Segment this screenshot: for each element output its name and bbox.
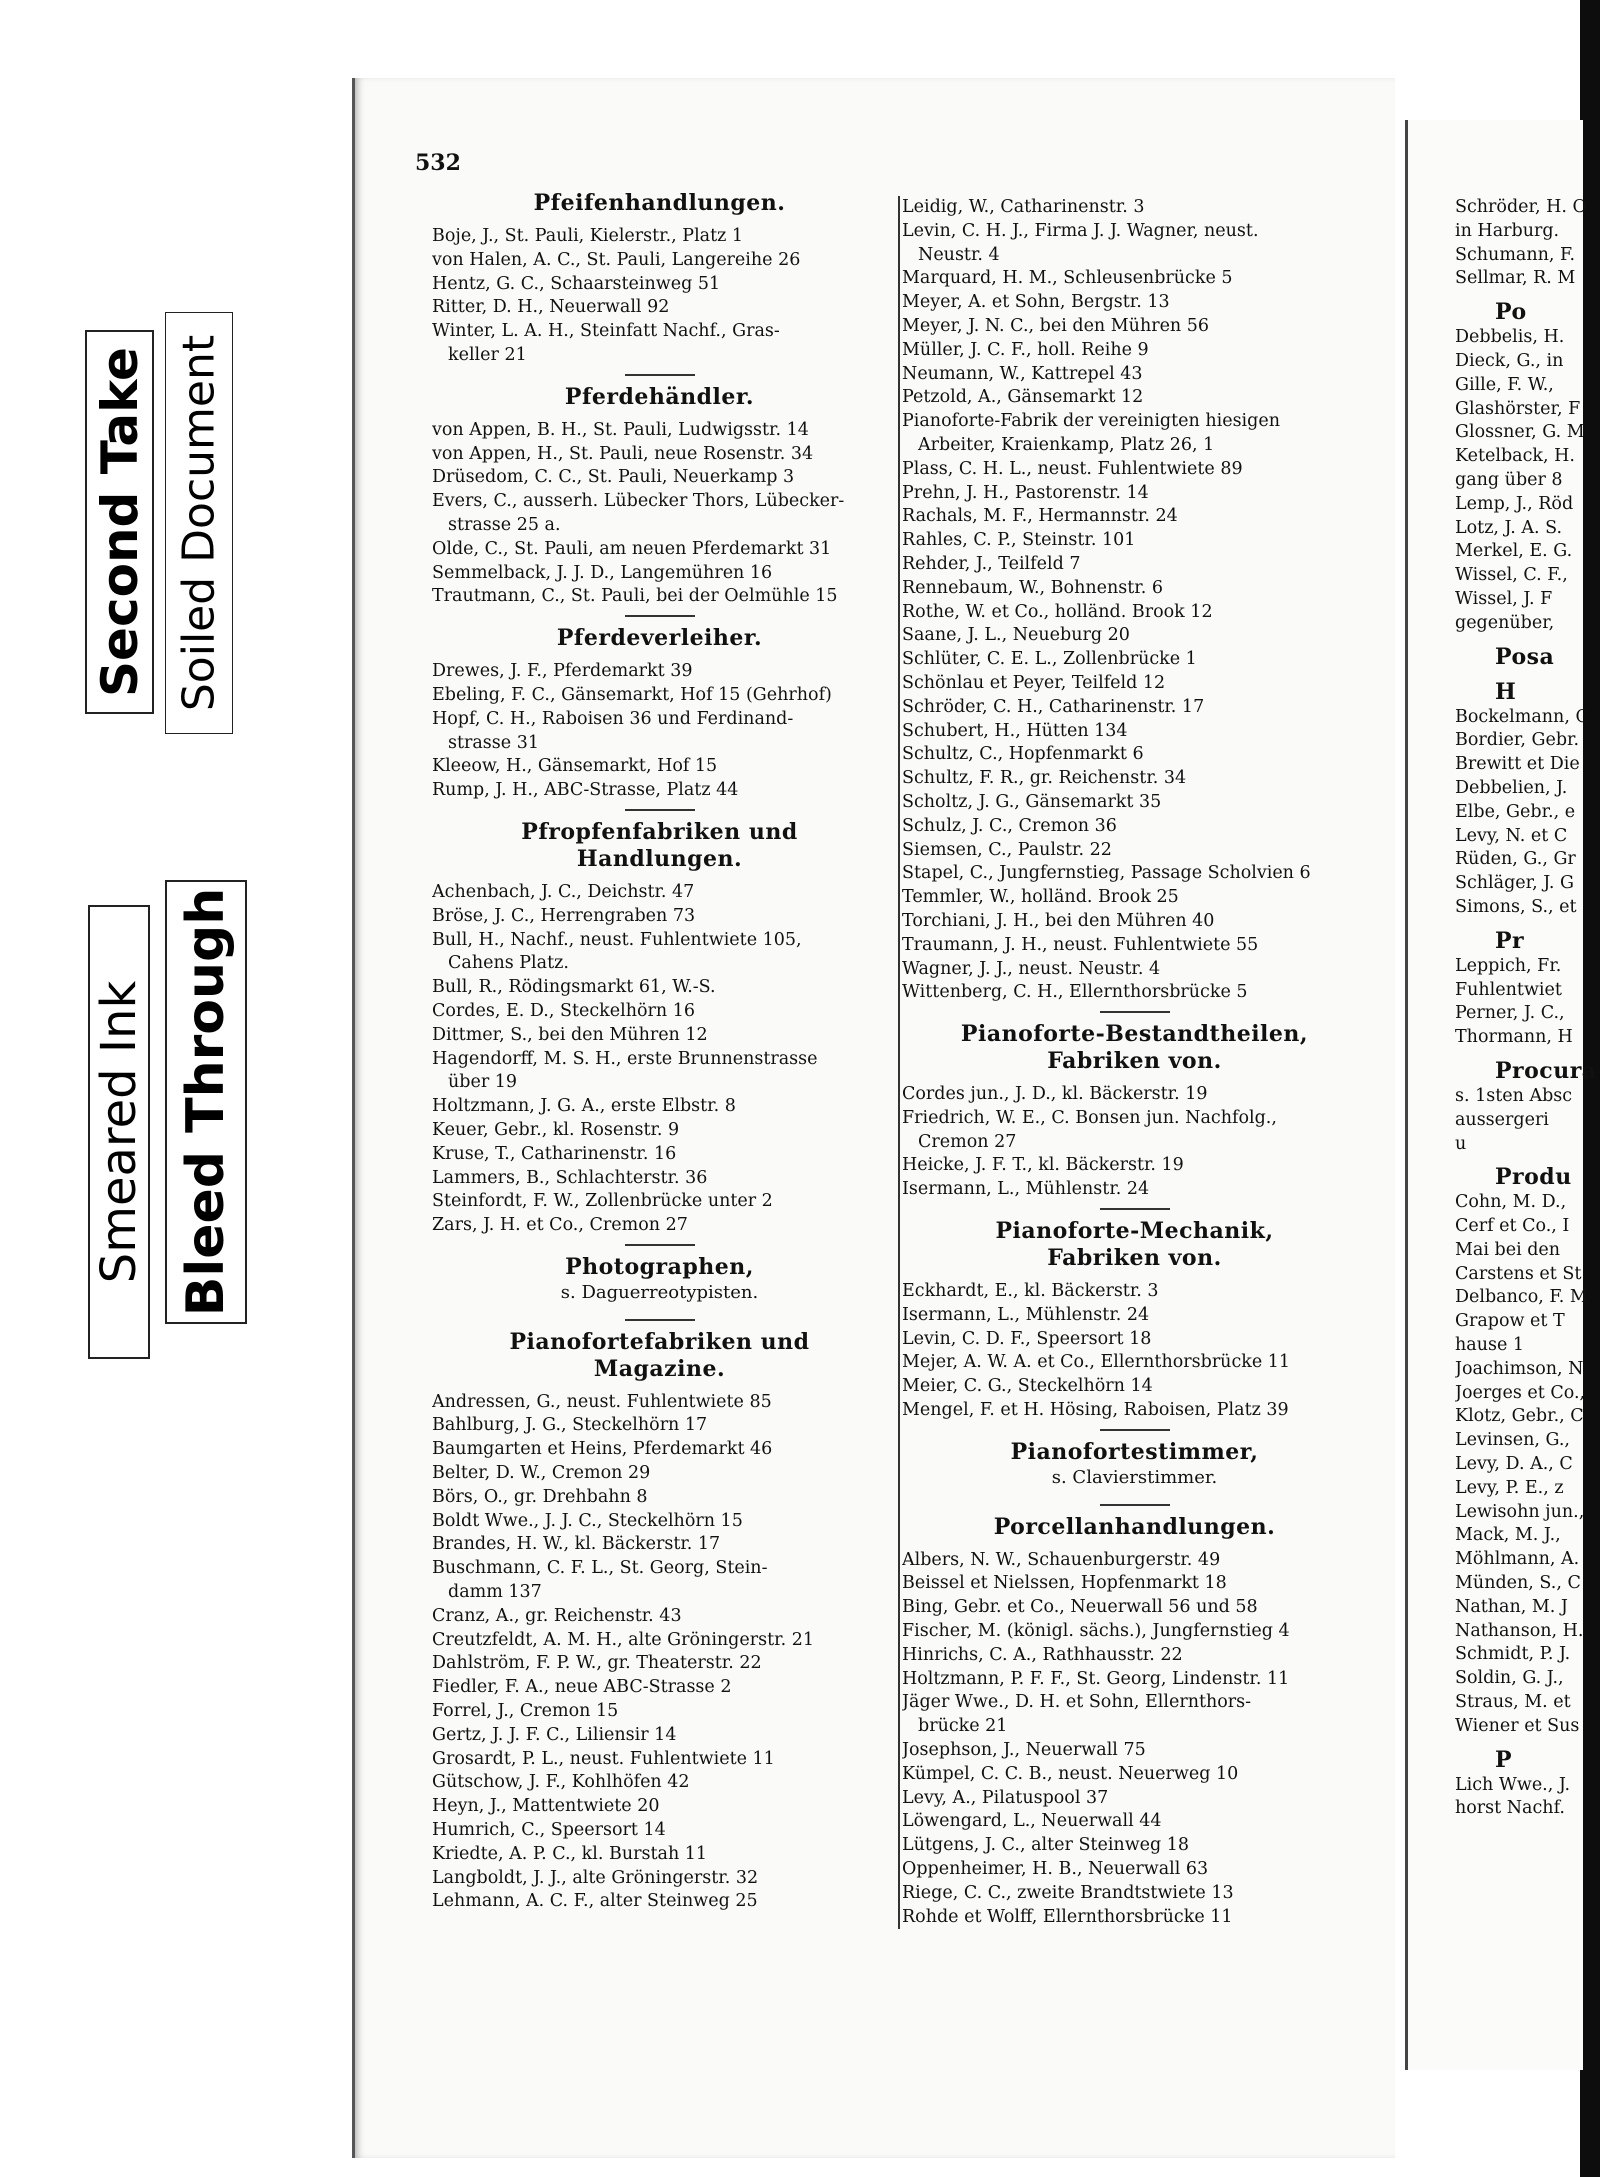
section-heading: Pfeifenhandlungen. xyxy=(533,190,786,216)
directory-entry: Levin, C. H. J., Firma J. J. Wagner, neust. xyxy=(902,220,1259,241)
directory-entry: Perner, J. C., xyxy=(1455,1003,1565,1024)
directory-entry: Drewes, J. F., Pferdemarkt 39 xyxy=(432,661,693,682)
directory-entry: Rothe, W. et Co., holländ. Brook 12 xyxy=(902,601,1213,622)
directory-entry: Levy, A., Pilatuspool 37 xyxy=(902,1787,1109,1808)
directory-entry: Levy, D. A., C xyxy=(1455,1454,1573,1475)
directory-entry: Rüden, G., Gr xyxy=(1455,849,1576,870)
page-number: 532 xyxy=(415,150,461,176)
directory-entry: von Appen, B. H., St. Pauli, Ludwigsstr. 14 xyxy=(432,419,809,440)
directory-entry: Kruse, T., Catharinenstr. 16 xyxy=(432,1143,677,1164)
directory-entry: Baumgarten et Heins, Pferdemarkt 46 xyxy=(432,1439,773,1460)
directory-entry: Kümpel, C. C. B., neust. Neuerweg 10 xyxy=(902,1763,1239,1784)
section-gap xyxy=(1455,1739,1600,1747)
directory-entry: Börs, O., gr. Drehbahn 8 xyxy=(432,1486,648,1507)
directory-entry: Levy, N. et C xyxy=(1455,825,1568,846)
directory-entry: Münden, S., C xyxy=(1455,1573,1581,1594)
directory-entry: Müller, J. C. F., holl. Reihe 9 xyxy=(902,339,1149,360)
section-divider xyxy=(625,374,695,376)
directory-entry-continued: Arbeiter, Kraienkamp, Platz 26, 1 xyxy=(918,434,1215,455)
directory-entry: Carstens et St xyxy=(1455,1263,1582,1284)
directory-entry: Kleeow, H., Gänsemarkt, Hof 15 xyxy=(432,756,718,777)
directory-entry: Wagner, J. J., neust. Neustr. 4 xyxy=(902,958,1161,979)
directory-entry: Debbelien, J. xyxy=(1455,777,1568,798)
directory-entry: Cranz, A., gr. Reichenstr. 43 xyxy=(432,1605,682,1626)
section-gap xyxy=(1455,1156,1600,1164)
directory-entry: Trautmann, C., St. Pauli, bei der Oelmühle 15 xyxy=(432,586,838,607)
directory-entry: Schönlau et Peyer, Teilfeld 12 xyxy=(902,672,1166,693)
section-heading-continued: Magazine. xyxy=(593,1355,726,1382)
directory-entry: Nathanson, H. xyxy=(1455,1620,1584,1641)
directory-entry: Traumann, J. H., neust. Fuhlentwiete 55 xyxy=(902,934,1259,955)
directory-entry: Evers, C., ausserh. Lübecker Thors, Lübecker- xyxy=(432,491,845,512)
section-divider xyxy=(625,1244,695,1246)
directory-entry: Albers, N. W., Schauenburgerstr. 49 xyxy=(902,1549,1221,1570)
directory-entry: Fiedler, F. A., neue ABC-Strasse 2 xyxy=(432,1677,732,1698)
directory-entry: Cordes, E. D., Steckelhörn 16 xyxy=(432,1000,695,1021)
directory-entry: Riege, C. C., zweite Brandtstwiete 13 xyxy=(902,1882,1234,1903)
directory-entry: Boje, J., St. Pauli, Kielerstr., Platz 1 xyxy=(432,226,744,246)
directory-entry: Mai bei den xyxy=(1455,1239,1561,1260)
directory-entry: Ebeling, F. C., Gänsemarkt, Hof 15 (Gehrhof) xyxy=(432,684,832,705)
directory-entry: Bordier, Gebr. xyxy=(1455,730,1580,751)
directory-entry: Belter, D. W., Cremon 29 xyxy=(432,1463,651,1484)
section-heading: P xyxy=(1495,1746,1513,1773)
directory-entry: Stapel, C., Jungfernstieg, Passage Scholvien 6 xyxy=(902,863,1311,884)
directory-entry: Schröder, H. O xyxy=(1455,197,1587,217)
section-divider xyxy=(625,809,695,811)
directory-entry: Josephson, J., Neuerwall 75 xyxy=(902,1740,1146,1761)
directory-entry: Meier, C. G., Steckelhörn 14 xyxy=(902,1376,1153,1397)
directory-entry: Bröse, J. C., Herrengraben 73 xyxy=(432,905,696,926)
directory-entry: Olde, C., St. Pauli, am neuen Pferdemarkt 31 xyxy=(432,538,832,559)
directory-entry: Grosardt, P. L., neust. Fuhlentwiete 11 xyxy=(432,1748,775,1769)
directory-entry: Jäger Wwe., D. H. et Sohn, Ellernthors- xyxy=(902,1692,1252,1713)
directory-entry: Schulz, J. C., Cremon 36 xyxy=(902,815,1117,836)
section-heading: Posa xyxy=(1495,643,1555,670)
directory-entry: Lotz, J. A. S. xyxy=(1455,517,1563,538)
directory-entry: Dittmer, S., bei den Mühren 12 xyxy=(432,1024,708,1045)
directory-entry: Kriedte, A. P. C., kl. Burstah 11 xyxy=(432,1843,708,1864)
directory-entry: Lewisohn jun., xyxy=(1455,1501,1585,1522)
directory-entry: Gütschow, J. F., Kohlhöfen 42 xyxy=(432,1772,690,1793)
directory-entry: Scholtz, J. G., Gänsemarkt 35 xyxy=(902,791,1162,812)
section-heading: Pferdehändler. xyxy=(564,383,755,410)
section-heading: Pfropfenfabriken und xyxy=(521,818,798,845)
tag-bleed-through-label: Bleed Through xyxy=(176,887,236,1317)
section-heading: Procura xyxy=(1495,1057,1597,1084)
directory-entry: Levinsen, G., xyxy=(1455,1430,1570,1451)
directory-entry: Rump, J. H., ABC-Strasse, Platz 44 xyxy=(432,780,739,801)
tag-soiled-document-label: Soiled Document xyxy=(173,334,225,712)
directory-entry: Cerf et Co., I xyxy=(1455,1216,1570,1237)
directory-entry: Lich Wwe., J. xyxy=(1455,1774,1571,1795)
directory-entry: Lütgens, J. C., alter Steinweg 18 xyxy=(902,1835,1190,1856)
directory-entry: Rennebaum, W., Bohnenstr. 6 xyxy=(902,577,1163,598)
directory-entry: Leppich, Fr. xyxy=(1455,955,1562,976)
directory-entry: Heicke, J. F. T., kl. Bäckerstr. 19 xyxy=(902,1155,1184,1176)
directory-entry: Lemp, J., Röd xyxy=(1455,493,1574,514)
directory-entry: Schumann, F. xyxy=(1455,244,1576,265)
directory-entry: gegenüber, xyxy=(1455,612,1555,633)
section-heading-continued: Fabriken von. xyxy=(1047,1048,1222,1075)
directory-entry: Hagendorff, M. S. H., erste Brunnenstrasse xyxy=(432,1048,818,1069)
tag-second-take xyxy=(85,330,154,714)
directory-entry: Eckhardt, E., kl. Bäckerstr. 3 xyxy=(902,1281,1159,1302)
directory-entry: Rahles, C. P., Steinstr. 101 xyxy=(902,530,1136,551)
directory-entry: Thormann, H xyxy=(1455,1027,1573,1048)
section-gap xyxy=(1455,291,1600,299)
directory-entry: Schultz, F. R., gr. Reichenstr. 34 xyxy=(902,768,1187,789)
directory-entry: Torchiani, J. H., bei den Mühren 40 xyxy=(902,910,1215,931)
section-heading: Pianoforte-Bestandtheilen, xyxy=(960,1021,1309,1048)
directory-entry: Friedrich, W. E., C. Bonsen jun. Nachfolg., xyxy=(902,1107,1277,1128)
section-cross-reference: s. Clavierstimmer. xyxy=(1051,1466,1218,1488)
directory-entry: Brandes, H. W., kl. Bäckerstr. 17 xyxy=(432,1534,721,1555)
section-heading: Pferdeverleiher. xyxy=(556,625,763,652)
directory-entry: Cohn, M. D., xyxy=(1455,1192,1567,1213)
section-heading: H xyxy=(1495,678,1517,705)
directory-entry: Fischer, M. (königl. sächs.), Jungfernstieg 4 xyxy=(902,1621,1290,1642)
directory-entry: Wissel, J. F xyxy=(1455,588,1553,609)
directory-entry: Glashörster, F xyxy=(1455,398,1581,419)
directory-entry: Marquard, H. M., Schleusenbrücke 5 xyxy=(902,268,1233,289)
section-gap xyxy=(432,1383,887,1391)
section-gap xyxy=(1455,1050,1600,1058)
directory-entry: Straus, M. et xyxy=(1455,1692,1571,1713)
section-heading: Pr xyxy=(1495,927,1525,954)
directory-entry-continued: Cremon 27 xyxy=(918,1131,1017,1152)
directory-entry: Schröder, C. H., Catharinenstr. 17 xyxy=(902,696,1205,717)
tag-smeared-ink xyxy=(88,905,150,1359)
directory-entry: Klotz, Gebr., C xyxy=(1455,1406,1584,1427)
column-2 xyxy=(898,196,1367,1929)
directory-entry: Schubert, H., Hütten 134 xyxy=(902,720,1128,741)
directory-entry: Wiener et Sus xyxy=(1455,1715,1580,1736)
directory-entry: Lammers, B., Schlachterstr. 36 xyxy=(432,1167,708,1188)
directory-entry: Hinrichs, C. A., Rathhausstr. 22 xyxy=(902,1644,1183,1665)
directory-entry: Debbelis, H. xyxy=(1455,327,1565,348)
directory-entry: Rachals, M. F., Hermannstr. 24 xyxy=(902,506,1178,527)
directory-entry: Levy, P. E., z xyxy=(1455,1477,1564,1498)
directory-entry: Rohde et Wolff, Ellernthorsbrücke 11 xyxy=(902,1906,1233,1927)
directory-entry: Forrel, J., Cremon 15 xyxy=(432,1701,619,1722)
directory-entry: Schultz, C., Hopfenmarkt 6 xyxy=(902,744,1144,765)
directory-entry-continued: strasse 25 a. xyxy=(448,514,561,535)
section-divider xyxy=(1100,1208,1170,1210)
directory-entry: Möhlmann, A. xyxy=(1455,1549,1580,1570)
directory-entry: von Halen, A. C., St. Pauli, Langereihe 26 xyxy=(432,249,801,270)
directory-entry: Glossner, G. M xyxy=(1455,422,1585,443)
directory-entry: Buschmann, C. F. L., St. Georg, Stein- xyxy=(432,1558,768,1579)
tag-second-take-label: Second Take xyxy=(90,347,149,697)
section-gap xyxy=(432,652,887,660)
directory-entry: Mejer, A. W. A. et Co., Ellernthorsbrücke 11 xyxy=(902,1352,1291,1373)
directory-entry: Meyer, A. et Sohn, Bergstr. 13 xyxy=(902,292,1170,313)
directory-entry-continued: Neustr. 4 xyxy=(918,244,1000,265)
directory-entry: Langboldt, J. J., alte Gröningerstr. 32 xyxy=(432,1867,759,1888)
directory-entry: Joachimson, N xyxy=(1455,1358,1584,1379)
directory-entry: gang über 8 xyxy=(1455,469,1563,490)
section-divider xyxy=(1100,1011,1170,1013)
directory-entry: Heyn, J., Mattentwiete 20 xyxy=(432,1796,660,1817)
section-gap xyxy=(902,1272,1367,1280)
directory-entry: Ritter, D. H., Neuerwall 92 xyxy=(432,297,670,318)
directory-entry: Isermann, L., Mühlenstr. 24 xyxy=(902,1179,1150,1200)
directory-entry: Schläger, J. G xyxy=(1455,873,1574,894)
directory-entry: Creutzfeldt, A. M. H., alte Gröningerstr. 21 xyxy=(432,1629,814,1650)
directory-entry: von Appen, H., St. Pauli, neue Rosenstr. 34 xyxy=(432,443,814,464)
directory-entry: Bing, Gebr. et Co., Neuerwall 56 und 58 xyxy=(902,1597,1258,1618)
section-heading: Pianofortestimmer, xyxy=(1010,1438,1259,1465)
directory-entry: Leidig, W., Catharinenstr. 3 xyxy=(902,197,1145,217)
directory-entry: Petzold, A., Gänsemarkt 12 xyxy=(902,387,1144,408)
directory-entry: Bahlburg, J. G., Steckelhörn 17 xyxy=(432,1415,708,1436)
directory-entry: in Harburg. xyxy=(1455,220,1560,241)
directory-entry: Zars, J. H. et Co., Cremon 27 xyxy=(432,1215,688,1236)
directory-entry: Lehmann, A. C. F., alter Steinweg 25 xyxy=(432,1891,758,1912)
directory-entry: hause 1 xyxy=(1455,1335,1525,1356)
directory-entry: Schmidt, P. J. xyxy=(1455,1644,1571,1665)
section-gap xyxy=(1455,636,1600,644)
section-gap xyxy=(1455,671,1600,679)
section-heading: Produ xyxy=(1495,1164,1572,1191)
section-gap xyxy=(902,1490,1367,1498)
directory-entry: Hentz, G. C., Schaarsteinweg 51 xyxy=(432,273,721,294)
directory-entry: Levin, C. D. F., Speersort 18 xyxy=(902,1328,1152,1349)
directory-entry: Löwengard, L., Neuerwall 44 xyxy=(902,1811,1162,1832)
directory-entry: Temmler, W., holländ. Brook 25 xyxy=(902,887,1179,908)
directory-entry: Andressen, G., neust. Fuhlentwiete 85 xyxy=(432,1391,772,1412)
directory-entry: Rehder, J., Teilfeld 7 xyxy=(902,553,1081,574)
directory-entry: Elbe, Gebr., e xyxy=(1455,801,1576,822)
directory-entry: Plass, C. H. L., neust. Fuhlentwiete 89 xyxy=(902,458,1243,479)
section-divider xyxy=(625,1319,695,1321)
section-gap xyxy=(432,217,887,225)
directory-entry-continued: über 19 xyxy=(448,1072,518,1093)
directory-entry: Cordes jun., J. D., kl. Bäckerstr. 19 xyxy=(902,1084,1208,1105)
directory-entry-continued: Cahens Platz. xyxy=(448,953,569,974)
directory-entry: Simons, S., et xyxy=(1455,896,1577,917)
directory-entry: Humrich, C., Speersort 14 xyxy=(432,1820,666,1841)
directory-entry: Dahlström, F. P. W., gr. Theaterstr. 22 xyxy=(432,1653,762,1674)
directory-entry: Mack, M. J., xyxy=(1455,1525,1561,1546)
section-gap xyxy=(1455,920,1600,928)
directory-entry: Prehn, J. H., Pastorenstr. 14 xyxy=(902,482,1149,503)
tag-bleed-through xyxy=(165,880,247,1324)
directory-entry-continued: keller 21 xyxy=(448,344,527,365)
directory-entry: Wissel, C. F., xyxy=(1455,565,1568,586)
directory-entry: Soldin, G. J., xyxy=(1455,1668,1564,1689)
tag-smeared-ink-label: Smeared Ink xyxy=(91,980,147,1284)
directory-entry: Joerges et Co., xyxy=(1455,1382,1586,1403)
column-3 xyxy=(1455,196,1600,1821)
section-gap xyxy=(432,1305,887,1313)
directory-entry: Wittenberg, C. H., Ellernthorsbrücke 5 xyxy=(902,982,1248,1003)
directory-entry: Boldt Wwe., J. J. C., Steckelhörn 15 xyxy=(432,1510,743,1531)
section-divider xyxy=(625,615,695,617)
section-gap xyxy=(902,1541,1367,1549)
section-heading: Photographen, xyxy=(565,1253,754,1280)
directory-entry: s. 1sten Absc xyxy=(1455,1085,1573,1106)
directory-entry: Semmelback, J. J. D., Langemühren 16 xyxy=(432,562,773,583)
directory-entry: Bockelmann, C xyxy=(1455,706,1589,727)
directory-entry-continued: strasse 31 xyxy=(448,732,539,753)
directory-entry: Mengel, F. et H. Hösing, Raboisen, Platz 39 xyxy=(902,1400,1289,1421)
directory-entry-continued: damm 137 xyxy=(448,1582,542,1603)
section-cross-reference: s. Daguerreotypisten. xyxy=(560,1281,759,1303)
directory-entry: Achenbach, J. C., Deichstr. 47 xyxy=(432,881,695,902)
section-heading: Po xyxy=(1495,299,1527,326)
directory-entry: Hopf, C. H., Raboisen 36 und Ferdinand- xyxy=(432,708,794,729)
directory-entry: Siemsen, C., Paulstr. 22 xyxy=(902,839,1112,860)
directory-entry: Bull, H., Nachf., neust. Fuhlentwiete 105, xyxy=(432,929,802,950)
directory-entry: Holtzmann, P. F. F., St. Georg, Lindenstr. 11 xyxy=(902,1668,1290,1689)
directory-entry: Sellmar, R. M xyxy=(1455,268,1576,289)
directory-entry: Ketelback, H. xyxy=(1455,446,1575,467)
section-heading: Pianofortefabriken und xyxy=(509,1328,810,1355)
directory-entry: Pianoforte-Fabrik der vereinigten hiesigen xyxy=(902,411,1280,432)
directory-entry: Steinfordt, F. W., Zollenbrücke unter 2 xyxy=(432,1191,773,1212)
section-gap xyxy=(902,1075,1367,1083)
directory-entry: Winter, L. A. H., Steinfatt Nachf., Gras- xyxy=(432,321,780,342)
directory-entry: Holtzmann, J. G. A., erste Elbstr. 8 xyxy=(432,1096,736,1117)
column-1 xyxy=(432,190,887,1914)
section-heading: Porcellanhandlungen. xyxy=(993,1513,1276,1540)
directory-entry: Beissel et Nielssen, Hopfenmarkt 18 xyxy=(902,1573,1227,1594)
section-divider xyxy=(1100,1504,1170,1506)
tag-soiled-document xyxy=(165,312,233,734)
directory-entry: aussergeri xyxy=(1455,1109,1549,1130)
directory-entry: Drüsedom, C. C., St. Pauli, Neuerkamp 3 xyxy=(432,467,795,488)
section-heading: Pianoforte-Mechanik, xyxy=(995,1218,1274,1245)
directory-entry: Keuer, Gebr., kl. Rosenstr. 9 xyxy=(432,1119,680,1140)
directory-entry: Nathan, M. J xyxy=(1455,1596,1568,1617)
directory-entry: Neumann, W., Kattrepel 43 xyxy=(902,363,1143,384)
directory-entry: Saane, J. L., Neueburg 20 xyxy=(902,625,1130,646)
directory-entry: Brewitt et Die xyxy=(1455,754,1580,775)
directory-entry: horst Nachf. xyxy=(1455,1798,1565,1819)
directory-entry: Dieck, G., in xyxy=(1455,350,1564,371)
directory-entry: Meyer, J. N. C., bei den Mühren 56 xyxy=(902,315,1210,336)
section-gap xyxy=(432,411,887,419)
directory-entry: Grapow et T xyxy=(1455,1311,1565,1332)
directory-entry: Oppenheimer, H. B., Neuerwall 63 xyxy=(902,1859,1209,1880)
directory-entry: Schlüter, C. E. L., Zollenbrücke 1 xyxy=(902,649,1197,670)
directory-entry: Gille, F. W., xyxy=(1455,374,1554,395)
directory-entry: Gertz, J. J. F. C., Liliensir 14 xyxy=(432,1724,677,1745)
directory-entry: Merkel, E. G. xyxy=(1455,541,1573,562)
directory-entry-continued: brücke 21 xyxy=(918,1716,1008,1737)
directory-entry: Delbanco, F. M xyxy=(1455,1287,1588,1308)
section-divider xyxy=(1100,1429,1170,1431)
directory-entry: Bull, R., Rödingsmarkt 61, W.-S. xyxy=(432,977,716,998)
section-heading-continued: Fabriken von. xyxy=(1047,1245,1222,1272)
section-gap xyxy=(432,873,887,881)
directory-entry: u xyxy=(1455,1133,1467,1154)
directory-entry: Fuhlentwiet xyxy=(1455,979,1562,1000)
section-heading-continued: Handlungen. xyxy=(576,845,743,872)
directory-entry: Isermann, L., Mühlenstr. 24 xyxy=(902,1304,1150,1325)
